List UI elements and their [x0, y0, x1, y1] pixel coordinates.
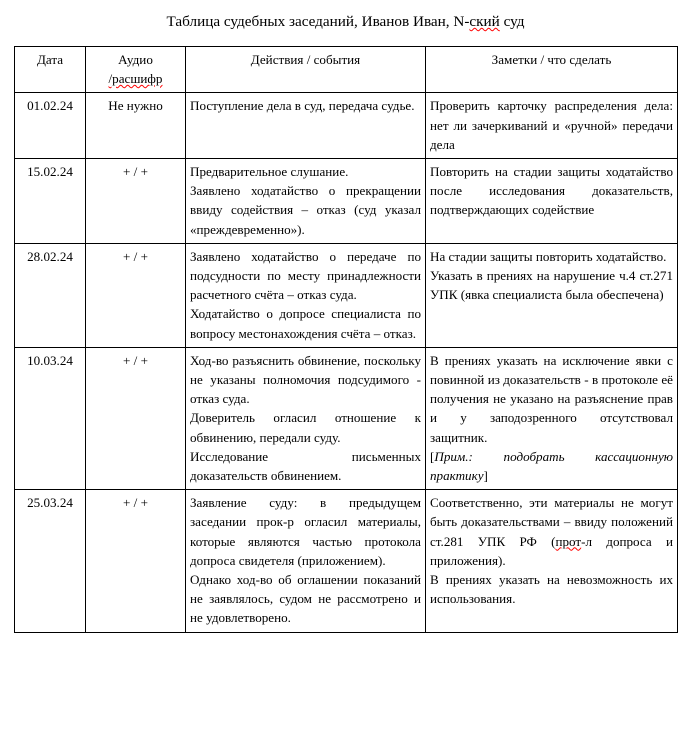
cell-notes-text-after: -л допроса и приложения).: [430, 533, 673, 568]
cell-actions-paragraph: Поступление дела в суд, передача судье.: [190, 98, 415, 114]
page-title: [0, 12, 691, 32]
table-row: [15, 159, 678, 244]
table-row: [15, 93, 678, 159]
page-title-text-after: суд: [499, 13, 525, 30]
cell-date: 10.03.24: [15, 347, 86, 489]
column-header-audio-line2: /расшифр: [108, 71, 163, 87]
table-row: [15, 490, 678, 632]
table-row: [15, 243, 678, 347]
column-header-audio: [86, 47, 186, 93]
table-row: [15, 347, 678, 489]
table-body: [15, 93, 678, 632]
table-header-row: [15, 47, 678, 93]
cell-date: 15.02.24: [15, 159, 86, 244]
cell-notes-paragraph: На стадии защиты повторить ходатайство.: [430, 248, 667, 264]
cell-notes-paragraph: Указать в прениях на нарушение ч.4 ст.271 УПК (явка специалиста была обеспечена): [430, 268, 673, 303]
cell-actions-paragraph: Однако ход-во об оглашении показаний не заявлялось, судом не рассмотрено и не удовлетворено.: [190, 572, 421, 626]
court-hearings-table: [14, 46, 678, 633]
cell-notes-text-before: Соответственно, эти материалы не могут быть доказательствами – ввиду положений ст.281 УПК РФ (: [430, 495, 673, 549]
cell-actions: [186, 159, 426, 244]
page-title-spellcheck-word: ский: [469, 13, 500, 30]
cell-date: 28.02.24: [15, 243, 86, 347]
column-header-audio-line1: Аудио: [118, 52, 153, 67]
column-header-actions: Действия / события: [186, 47, 426, 93]
table-header: [15, 47, 678, 93]
cell-actions-paragraph: Заявлено ходатайство о передаче по подсудности по месту принадлежности расчетного счёта – отказ суда.: [190, 248, 421, 303]
cell-date: 01.02.24: [15, 93, 86, 159]
cell-audio: + / +: [86, 490, 186, 632]
cell-actions-paragraph: Ходатайство о допросе специалиста по вопросу местонахождения счёта – отказ.: [190, 306, 421, 341]
cell-audio: + / +: [86, 159, 186, 244]
cell-actions-paragraph: Исследование письменных доказательств обвинением.: [190, 448, 421, 484]
page-title-text-before: Таблица судебных заседаний, Иванов Иван, N-: [166, 13, 470, 30]
cell-actions: [186, 490, 426, 632]
cell-notes-annotation: [430, 447, 673, 485]
cell-notes-paragraph: [430, 493, 673, 570]
annotation-italic-text: Прим.: подобрать кассационную практику: [430, 448, 673, 484]
column-header-notes: Заметки / что сделать: [426, 47, 678, 93]
cell-notes-spellcheck-word: прот: [555, 533, 582, 549]
annotation-close-bracket: ]: [483, 468, 488, 484]
cell-actions: [186, 243, 426, 347]
cell-actions: [186, 347, 426, 489]
cell-actions-paragraph: Заявлено ходатайство о прекращении ввиду содействия – отказ (суд указал «преждевременно»).: [190, 183, 421, 237]
cell-audio: + / +: [86, 347, 186, 489]
cell-actions-paragraph: Предварительное слушание.: [190, 164, 349, 180]
cell-date: 25.03.24: [15, 490, 86, 632]
cell-notes: [426, 243, 678, 347]
cell-actions-paragraph: Доверитель огласил отношение к обвинению, передали суду.: [190, 410, 421, 445]
cell-notes: [426, 490, 678, 632]
cell-notes-paragraph: В прениях указать на невозможность их использования.: [430, 572, 673, 607]
cell-notes: [426, 347, 678, 489]
cell-notes: [426, 93, 678, 159]
cell-notes: [426, 159, 678, 244]
cell-actions-paragraph: Заявление суду: в предыдущем заседании прок-р огласил материалы, которые являются частью протокола допроса свидетеля (приложением).: [190, 495, 421, 568]
cell-actions-paragraph: Ход-во разъяснить обвинение, поскольку не указаны полномочия подсудимого - отказ суда.: [190, 352, 421, 407]
cell-notes-paragraph: В прениях указать на исключение явки с повинной из доказательств - в протоколе её получения не указано на разъяснение прав и у заподозренного отсутствовал защитник.: [430, 352, 673, 445]
cell-notes-paragraph: Проверить карточку распределения дела: нет ли зачеркиваний и «ручной» передачи дела: [430, 98, 673, 152]
cell-actions: [186, 93, 426, 159]
cell-notes-paragraph: Повторить на стадии защиты ходатайство после исследования доказательств, подтверждающих содействие: [430, 164, 673, 218]
cell-audio: Не нужно: [86, 93, 186, 159]
cell-audio: + / +: [86, 243, 186, 347]
annotation-open-bracket: [: [430, 448, 435, 464]
column-header-date: Дата: [15, 47, 86, 93]
